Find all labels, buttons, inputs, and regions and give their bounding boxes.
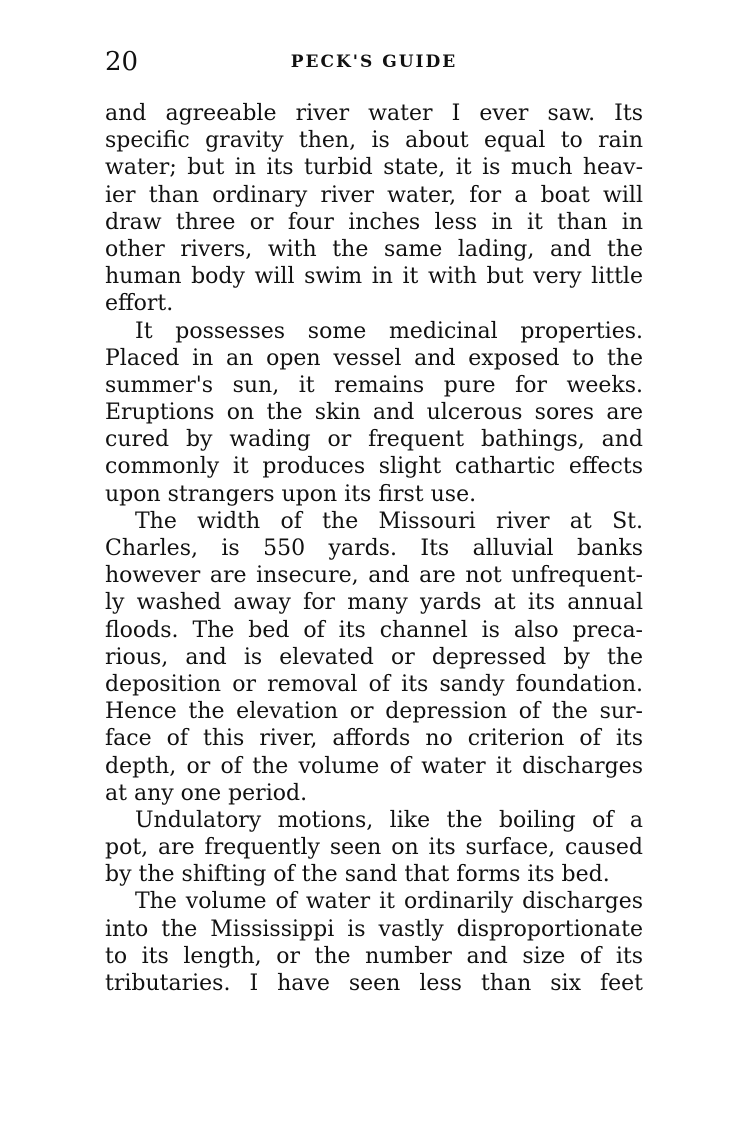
text-line: human body will swim in it with but very little	[105, 264, 643, 290]
text-line: face of this river, affords no criterion of its	[105, 726, 643, 752]
text-line: into the Mississippi is vastly disproportionate	[105, 916, 643, 942]
text-line: effort.	[105, 291, 174, 317]
text-line: by the shifting of the sand that forms its bed.	[105, 862, 610, 888]
text-line: floods. The bed of its channel is also preca-	[105, 617, 643, 643]
text-line: water; but in its turbid state, it is much heav-	[105, 155, 643, 181]
text-line: cured by wading or frequent bathings, and	[105, 427, 643, 453]
text-line: tributaries. I have seen less than six feet	[105, 971, 643, 996]
text-line: The width of the Missouri river at St.	[135, 508, 643, 534]
text-line: upon strangers upon its first use.	[105, 481, 477, 507]
text-line: It possesses some medicinal properties.	[135, 318, 643, 344]
text-line: ier than ordinary river water, for a boat will	[105, 182, 643, 208]
text-line: pot, are frequently seen on its surface, caused	[105, 835, 643, 861]
text-line: Charles, is 550 yards. Its alluvial banks	[105, 536, 643, 561]
text-line: other rivers, with the same lading, and the	[105, 236, 643, 262]
page-number: 20	[105, 47, 139, 77]
text-line: to its length, or the number and size of its	[105, 943, 643, 969]
text-line: Hence the elevation or depression of the sur-	[105, 699, 643, 725]
text-line: summer's sun, it remains pure for weeks.	[105, 372, 643, 398]
text-line: The volume of water it ordinarily discharges	[135, 889, 643, 915]
text-line: specific gravity then, is about equal to rain	[105, 128, 643, 154]
text-line: deposition or removal of its sandy foundation.	[105, 671, 643, 697]
text-line: Undulatory motions, like the boiling of a	[135, 807, 643, 833]
page-header	[105, 44, 643, 80]
text-line: Eruptions on the skin and ulcerous sores are	[105, 400, 643, 426]
running-head: PECK'S GUIDE	[290, 52, 458, 72]
text-line: commonly it produces slight cathartic effects	[105, 454, 643, 480]
text-line: Placed in an open vessel and exposed to the	[105, 345, 643, 371]
body-text	[105, 100, 643, 997]
text-line: at any one period.	[105, 780, 308, 806]
text-line: however are insecure, and are not unfrequent-	[105, 563, 643, 589]
text-line: depth, or of the volume of water it discharges	[105, 753, 643, 779]
text-line: draw three or four inches less in it than in	[105, 209, 643, 235]
text-line: ly washed away for many yards at its annual	[105, 590, 643, 616]
text-line: rious, and is elevated or depressed by the	[105, 644, 643, 670]
text-line: and agreeable river water I ever saw. Its	[105, 101, 643, 126]
